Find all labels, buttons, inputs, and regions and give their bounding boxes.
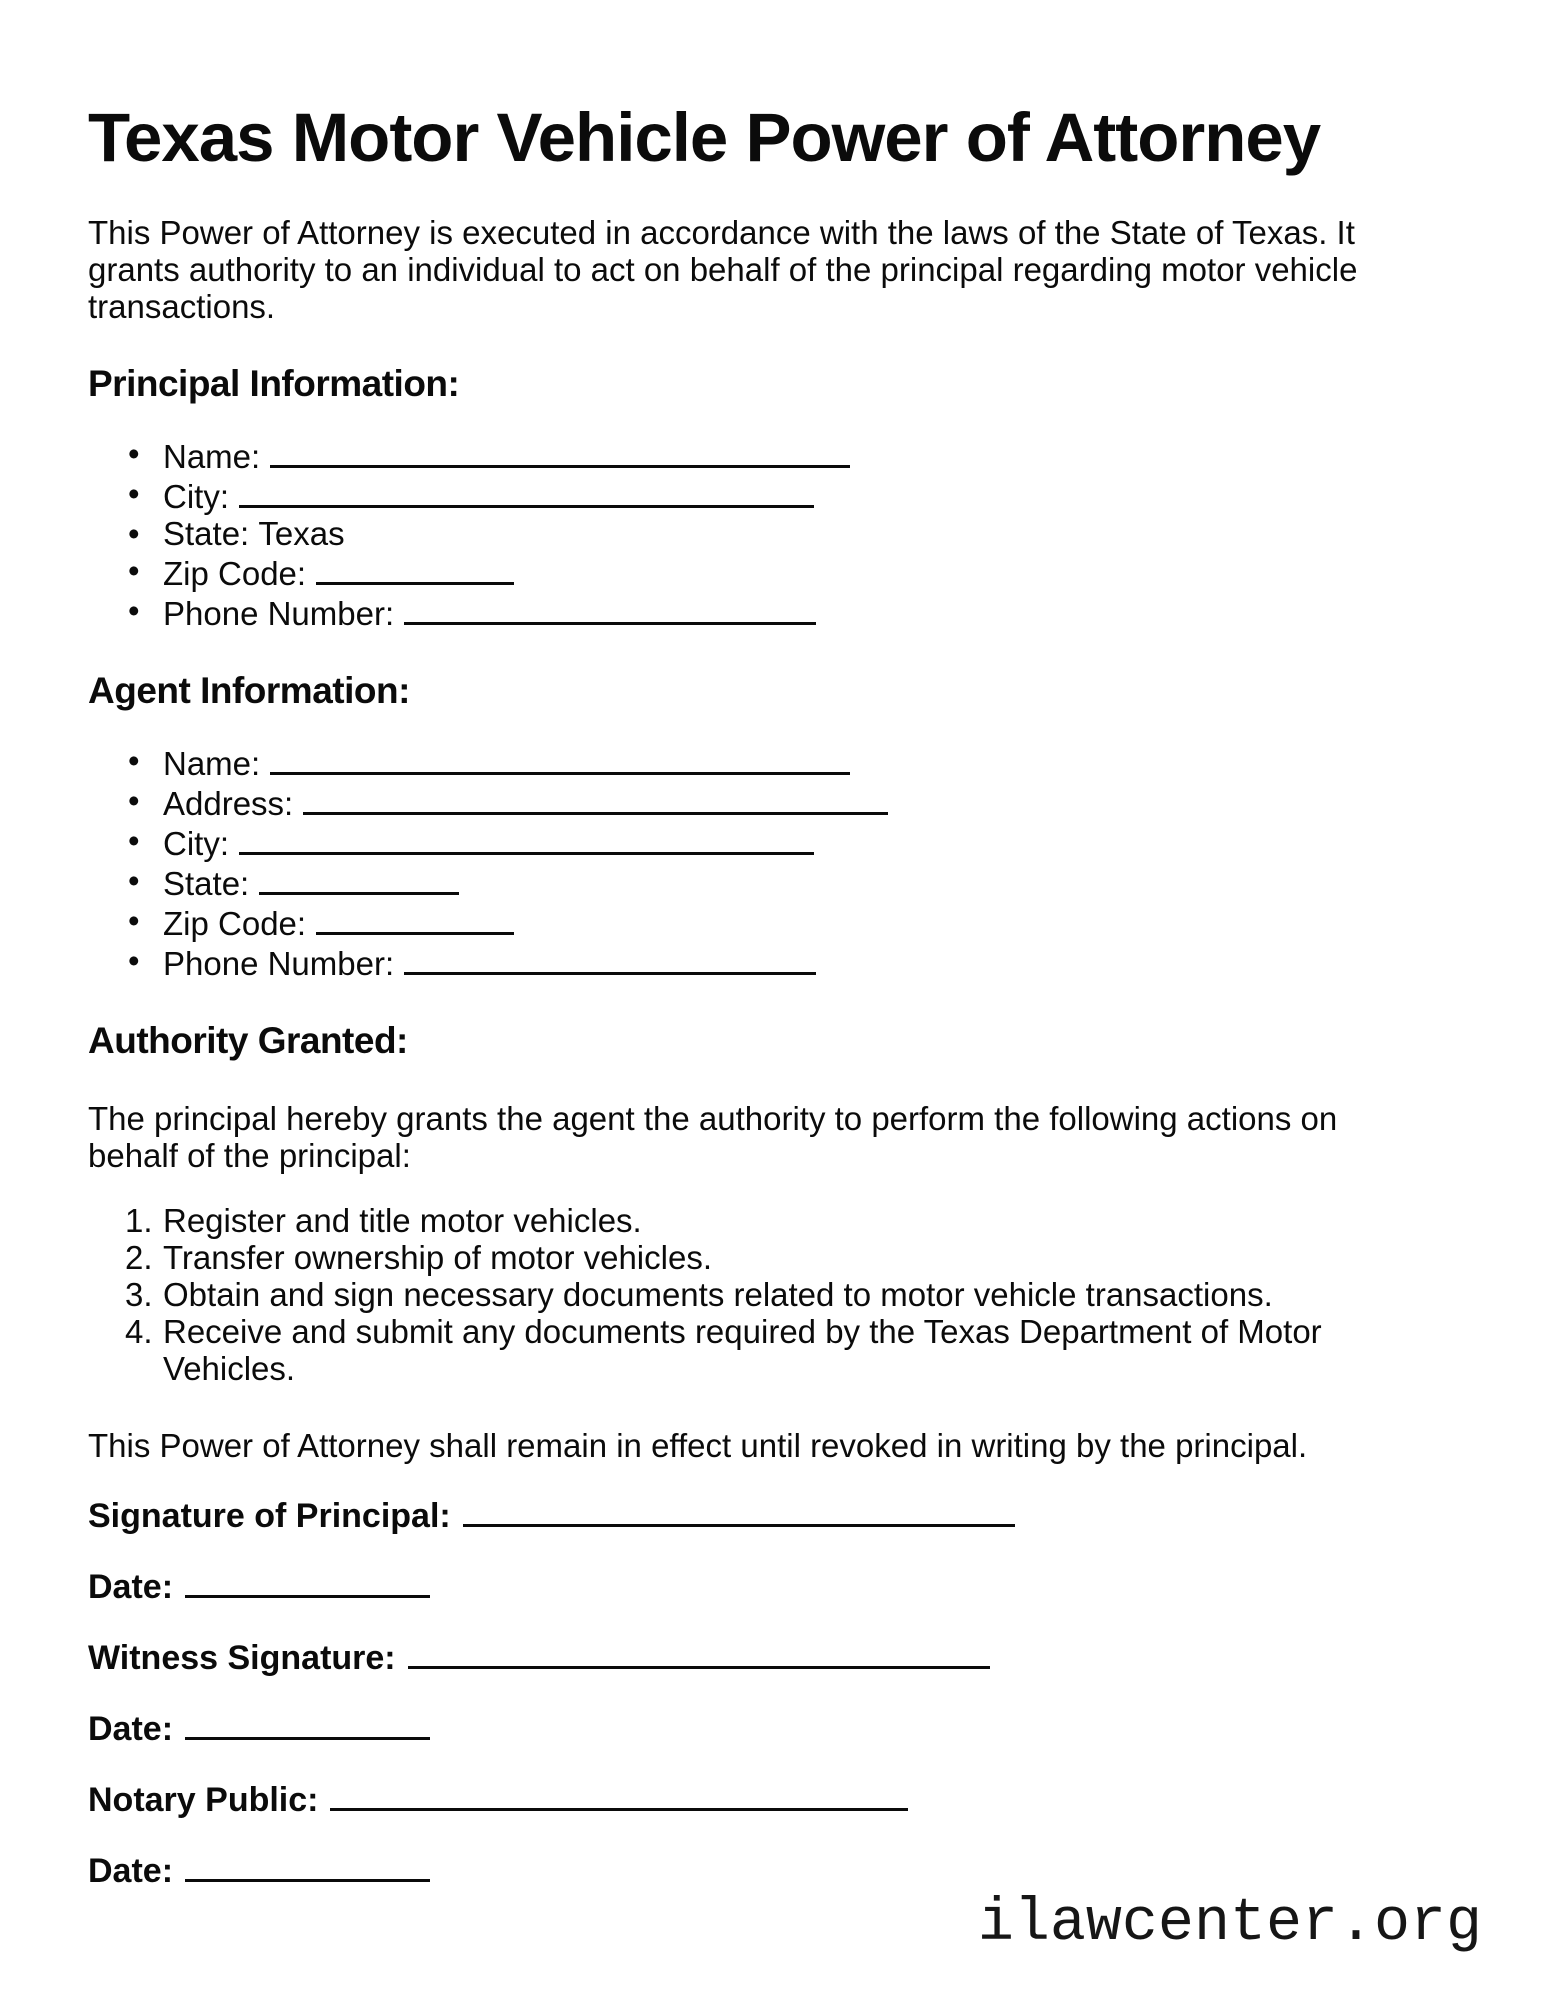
- document-title: Texas Motor Vehicle Power of Attorney: [88, 99, 1321, 176]
- signature-blank-line: [330, 1778, 908, 1811]
- footer-website: ilawcenter.org: [977, 1890, 1482, 1958]
- signature-row-date-1: [88, 1565, 1466, 1606]
- action-text: Register and title motor vehicles.: [163, 1202, 642, 1239]
- bullet-icon: •: [128, 822, 140, 859]
- bullet-icon: •: [128, 742, 140, 779]
- effect-line: This Power of Attorney shall remain in effect until revoked in writing by the principal.: [88, 1427, 1308, 1464]
- principal-information-heading: Principal Information:: [88, 363, 460, 404]
- signature-label: Notary Public:: [88, 1781, 319, 1819]
- action-item-3: [88, 1276, 1466, 1313]
- signature-blank-line: [185, 1849, 430, 1882]
- field-row-agent-city: [88, 822, 1466, 862]
- action-number: 2.: [125, 1239, 153, 1276]
- action-number: 1.: [125, 1202, 153, 1239]
- field-blank-line: [259, 862, 459, 895]
- authority-intro-line: The principal hereby grants the agent the authority to perform the following actions on: [88, 1100, 1338, 1137]
- signature-label: Date:: [88, 1710, 174, 1748]
- bullet-icon: •: [128, 475, 140, 512]
- agent-field-list: [88, 742, 1466, 982]
- field-row-principal-city: [88, 475, 1466, 515]
- bullet-icon: •: [128, 515, 140, 552]
- intro-line: This Power of Attorney is executed in accordance with the laws of the State of Texas. It: [88, 214, 1355, 251]
- field-row-agent-phone: [88, 942, 1466, 982]
- field-blank-line: [404, 942, 816, 975]
- field-label: Zip Code:: [163, 555, 307, 592]
- field-row-agent-address: [88, 782, 1466, 822]
- action-text: Receive and submit any documents required by the Texas Department of Motor: [163, 1313, 1322, 1350]
- field-blank-line: [270, 435, 850, 468]
- action-item-4: [88, 1313, 1466, 1387]
- bullet-icon: •: [128, 942, 140, 979]
- field-label: City:: [163, 478, 229, 515]
- bullet-icon: •: [128, 435, 140, 472]
- authority-granted-heading: Authority Granted:: [88, 1020, 408, 1061]
- signature-row-principal: [88, 1494, 1466, 1535]
- bullet-icon: •: [128, 782, 140, 819]
- field-label: State:: [163, 515, 250, 552]
- field-blank-line: [404, 592, 816, 625]
- effect-paragraph: [88, 1427, 1466, 1464]
- action-text-wrap: Vehicles.: [163, 1350, 296, 1387]
- signature-label: Date:: [88, 1568, 174, 1606]
- field-blank-line: [239, 475, 814, 508]
- field-label: City:: [163, 825, 229, 862]
- bullet-icon: •: [128, 862, 140, 899]
- signature-blank-line: [185, 1707, 430, 1740]
- intro-line: grants authority to an individual to act on behalf of the principal regarding motor vehicle: [88, 251, 1358, 288]
- bullet-icon: •: [128, 592, 140, 629]
- signature-row-witness: [88, 1636, 1466, 1677]
- action-text: Obtain and sign necessary documents related to motor vehicle transactions.: [163, 1276, 1273, 1313]
- field-row-principal-name: [88, 435, 1466, 475]
- action-number: 3.: [125, 1276, 153, 1313]
- field-blank-line: [316, 902, 514, 935]
- field-row-agent-zip: [88, 902, 1466, 942]
- field-blank-line: [316, 552, 514, 585]
- authority-action-list: [88, 1202, 1466, 1387]
- signature-block: [88, 1494, 1466, 1890]
- signature-row-date-3: [88, 1849, 1466, 1890]
- signature-blank-line: [408, 1636, 990, 1669]
- field-label: Phone Number:: [163, 595, 395, 632]
- field-blank-line: [270, 742, 850, 775]
- field-label: Name:: [163, 438, 261, 475]
- action-item-1: [88, 1202, 1466, 1239]
- action-item-2: [88, 1239, 1466, 1276]
- principal-field-list: [88, 435, 1466, 632]
- field-value: Texas: [258, 515, 345, 552]
- authority-intro-paragraph: [88, 1100, 1466, 1174]
- agent-information-heading: Agent Information:: [88, 670, 410, 711]
- signature-row-date-2: [88, 1707, 1466, 1748]
- signature-label: Witness Signature:: [88, 1639, 396, 1677]
- field-label: Name:: [163, 745, 261, 782]
- action-number: 4.: [125, 1313, 153, 1350]
- intro-line: transactions.: [88, 288, 276, 325]
- field-label: Phone Number:: [163, 945, 395, 982]
- bullet-icon: •: [128, 902, 140, 939]
- intro-paragraph: [88, 214, 1466, 325]
- field-row-principal-phone: [88, 592, 1466, 632]
- field-row-agent-name: [88, 742, 1466, 782]
- field-row-principal-zip: [88, 552, 1466, 592]
- field-label: State:: [163, 865, 250, 902]
- signature-row-notary: [88, 1778, 1466, 1819]
- bullet-icon: •: [128, 552, 140, 589]
- signature-label: Signature of Principal:: [88, 1497, 451, 1535]
- field-blank-line: [303, 782, 888, 815]
- field-row-principal-state: [88, 515, 1466, 552]
- field-blank-line: [239, 822, 814, 855]
- authority-intro-line: behalf of the principal:: [88, 1137, 411, 1174]
- signature-blank-line: [463, 1494, 1015, 1527]
- signature-label: Date:: [88, 1852, 174, 1890]
- field-label: Zip Code:: [163, 905, 307, 942]
- field-label: Address:: [163, 785, 294, 822]
- signature-blank-line: [185, 1565, 430, 1598]
- field-row-agent-state: [88, 862, 1466, 902]
- action-text: Transfer ownership of motor vehicles.: [163, 1239, 712, 1276]
